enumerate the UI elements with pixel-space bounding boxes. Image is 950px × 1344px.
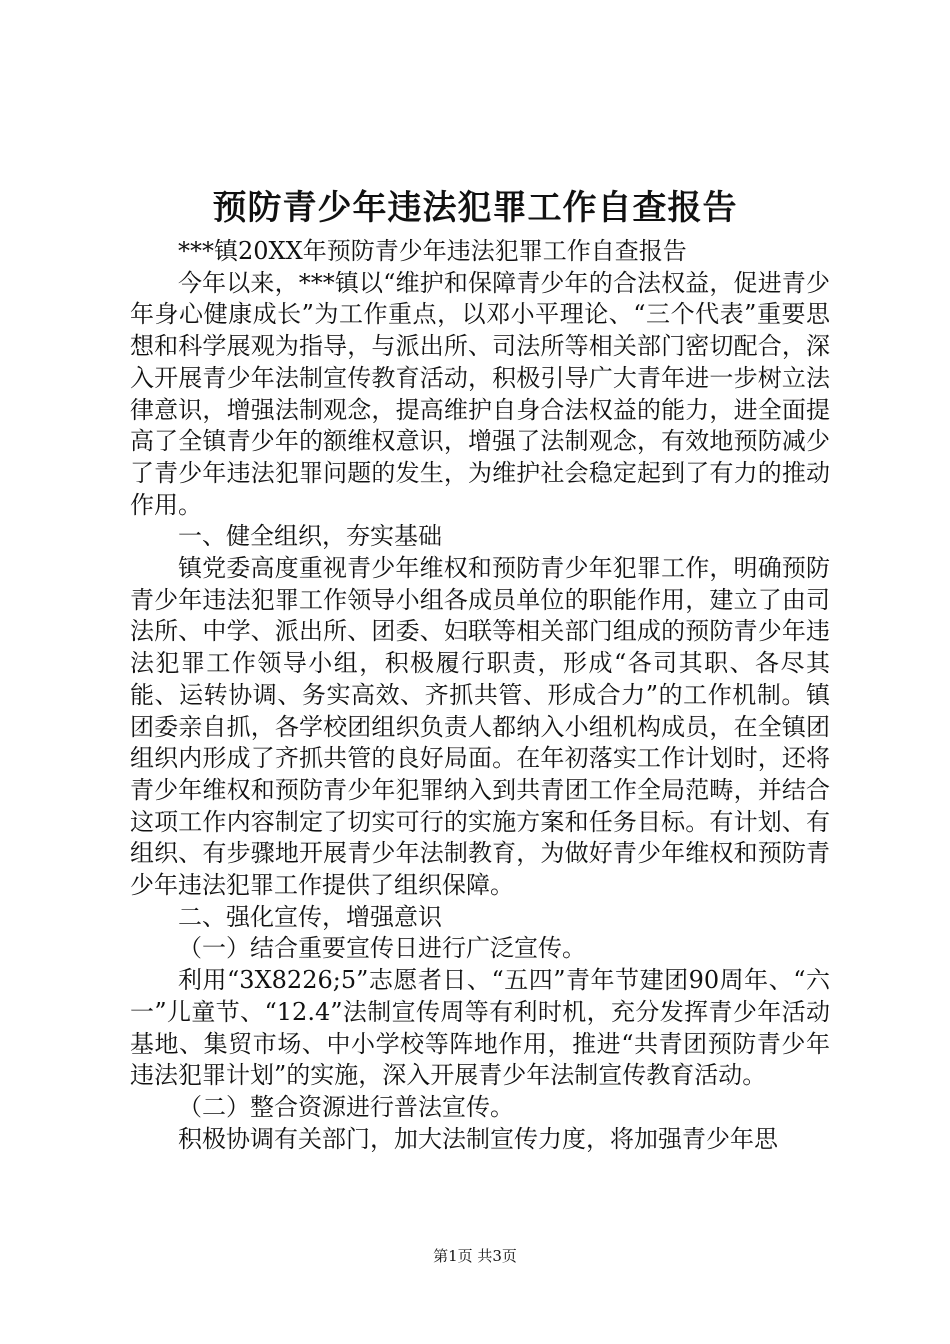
section-heading-2: 二、强化宣传，增强意识 [178,902,442,931]
subsection-heading-1: （一）结合重要宣传日进行广泛宣传。 [178,934,586,963]
document-body [130,236,830,1155]
paragraph-subsection-1: 利用“3X8226;5”志愿者日、“五四”青年节建团90周年、“六一”儿童节、“12.4”法制宣传周等有利时机，充分发挥青少年活动基地、集贸市场、中小学校等阵地作用，推进“共青团预防青少年违法犯罪计划”的实施，深入开展青少年法制宣传教育活动。 [130,966,830,1090]
page-number-footer: 第1页 共3页 [433,1247,517,1265]
section-heading-1: 一、健全组织，夯实基础 [178,522,442,551]
paragraph-intro: 今年以来，***镇以“维护和保障青少年的合法权益，促进青少年身心健康成长”为工作重点，以邓小平理论、“三个代表”重要思想和科学展观为指导，与派出所、司法所等相关部门密切配合，深入开展青少年法制宣传教育活动，积极引导广大青年进一步树立法律意识，增强法制观念，提高维护自身合法权益的能力，进全面提高了全镇青少年的额维权意识，增强了法制观念，有效地预防减少了青少年违法犯罪问题的发生，为维护社会稳定起到了有力的推动作用。 [130,268,830,519]
paragraph-section-1: 镇党委高度重视青少年维权和预防青少年犯罪工作，明确预防青少年违法犯罪工作领导小组各成员单位的职能作用，建立了由司法所、中学、派出所、团委、妇联等相关部门组成的预防青少年违法犯罪工作领导小组，积极履行职责，形成“各司其职、各尽其能、运转协调、务实高效、齐抓共管、形成合力”的工作机制。镇团委亲自抓，各学校团组织负责人都纳入小组机构成员，在全镇团组织内形成了齐抓共管的良好局面。在年初落实工作计划时，还将青少年维权和预防青少年犯罪纳入到共青团工作全局范畴，并结合这项工作内容制定了切实可行的实施方案和任务目标。有计划、有组织、有步骤地开展青少年法制教育，为做好青少年维权和预防青少年违法犯罪工作提供了组织保障。 [130,554,830,900]
document-title: 预防青少年违法犯罪工作自查报告 [212,188,738,228]
paragraph-subsection-2: 积极协调有关部门，加大法制宣传力度，将加强青少年思 [178,1124,778,1153]
subsection-heading-2: （二）整合资源进行普法宣传。 [178,1092,514,1121]
report-subtitle: ***镇20XX年预防青少年违法犯罪工作自查报告 [178,237,687,265]
